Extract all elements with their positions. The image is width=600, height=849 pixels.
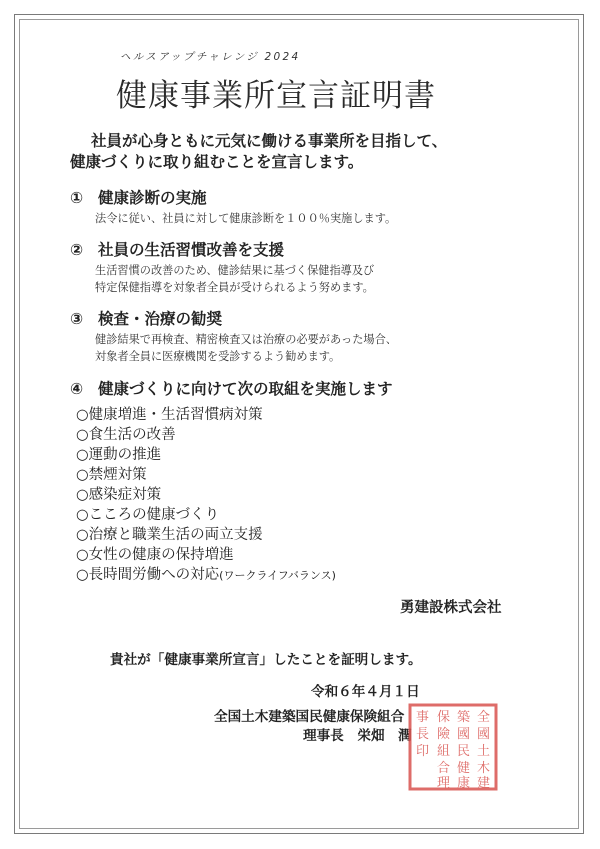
section-2-heading: [70, 238, 284, 260]
list-item: ○健康増進・生活習慣病対策: [76, 407, 263, 423]
svg-text:康: 康: [457, 776, 471, 791]
certification-statement: 貴社が「健康事業所宣言」したことを証明します。: [110, 652, 422, 668]
issuer-name: 全国土木建築国民健康保険組合: [214, 709, 405, 725]
section-1-title: 健康診断の実施: [98, 189, 207, 207]
list-item-note: (ワークライフバランス): [219, 569, 336, 582]
svg-text:事: 事: [416, 710, 430, 725]
intro-line-1: 社員が心身ともに元気に働ける事業所を目指して、: [91, 132, 448, 150]
svg-text:建: 建: [477, 776, 491, 791]
company-name: 勇建設株式会社: [400, 600, 502, 616]
svg-text:全: 全: [477, 710, 491, 725]
chairperson-name: 理事長 栄畑 潤: [303, 728, 412, 744]
list-item: [76, 563, 336, 584]
svg-text:保: 保: [437, 710, 451, 725]
list-item: ○感染症対策: [76, 487, 162, 503]
list-item: ○運動の推進: [76, 447, 162, 463]
svg-text:組: 組: [437, 744, 451, 759]
seal-characters: [416, 709, 490, 791]
section-3-text-1: 健診結果で再検査、精密検査又は治療の必要があった場合、: [95, 333, 397, 346]
list-item-label: ○長時間労働への対応: [76, 567, 220, 583]
svg-text:國: 國: [457, 727, 471, 742]
section-2-number: ②: [70, 241, 84, 259]
svg-text:合: 合: [437, 761, 451, 776]
intro-line-2: 健康づくりに取り組むことを宣言します。: [70, 153, 364, 171]
svg-text:印: 印: [416, 744, 430, 759]
svg-text:健: 健: [457, 761, 471, 776]
section-2-title: 社員の生活習慣改善を支援: [98, 241, 285, 259]
svg-text:險: 險: [437, 727, 451, 742]
section-2-text-1: 生活習慣の改善のため、健診結果に基づく保健指導及び: [95, 264, 375, 277]
section-1-number: ①: [70, 189, 84, 207]
svg-text:民: 民: [457, 744, 471, 759]
svg-text:理: 理: [437, 776, 451, 791]
section-4-title: 健康づくりに向けて次の取組を実施します: [98, 380, 393, 398]
section-3-title: 検査・治療の勧奨: [98, 310, 223, 328]
svg-text:築: 築: [457, 710, 471, 725]
section-3-text-2: 対象者全員に医療機関を受診するよう勧めます。: [95, 350, 341, 363]
section-1-heading: [70, 186, 207, 208]
certificate-title: 健康事業所宣言証明書: [116, 78, 436, 114]
list-item: ○食生活の改善: [76, 427, 176, 443]
list-item: ○禁煙対策: [76, 467, 147, 483]
svg-text:長: 長: [416, 727, 430, 742]
svg-text:國: 國: [477, 727, 491, 742]
list-item: ○女性の健康の保持増進: [76, 547, 234, 563]
svg-text:木: 木: [477, 761, 491, 776]
issue-date: 令和６年４月１日: [311, 684, 420, 700]
section-3-number: ③: [70, 310, 84, 328]
section-3-heading: [70, 307, 222, 329]
section-1-text: 法令に従い、社員に対して健康診断を１００％実施します。: [95, 212, 397, 225]
svg-text:土: 土: [477, 744, 491, 759]
section-4-heading: [70, 377, 393, 399]
official-seal: [407, 702, 499, 792]
list-item: ○治療と職業生活の両立支援: [76, 527, 263, 543]
section-2-text-2: 特定保健指導を対象者全員が受けられるよう努めます。: [95, 281, 374, 294]
section-4-number: ④: [70, 380, 84, 398]
list-item: ○こころの健康づくり: [76, 507, 220, 523]
certificate-subtitle: ヘルスアップチャレンジ 2024: [120, 51, 301, 63]
